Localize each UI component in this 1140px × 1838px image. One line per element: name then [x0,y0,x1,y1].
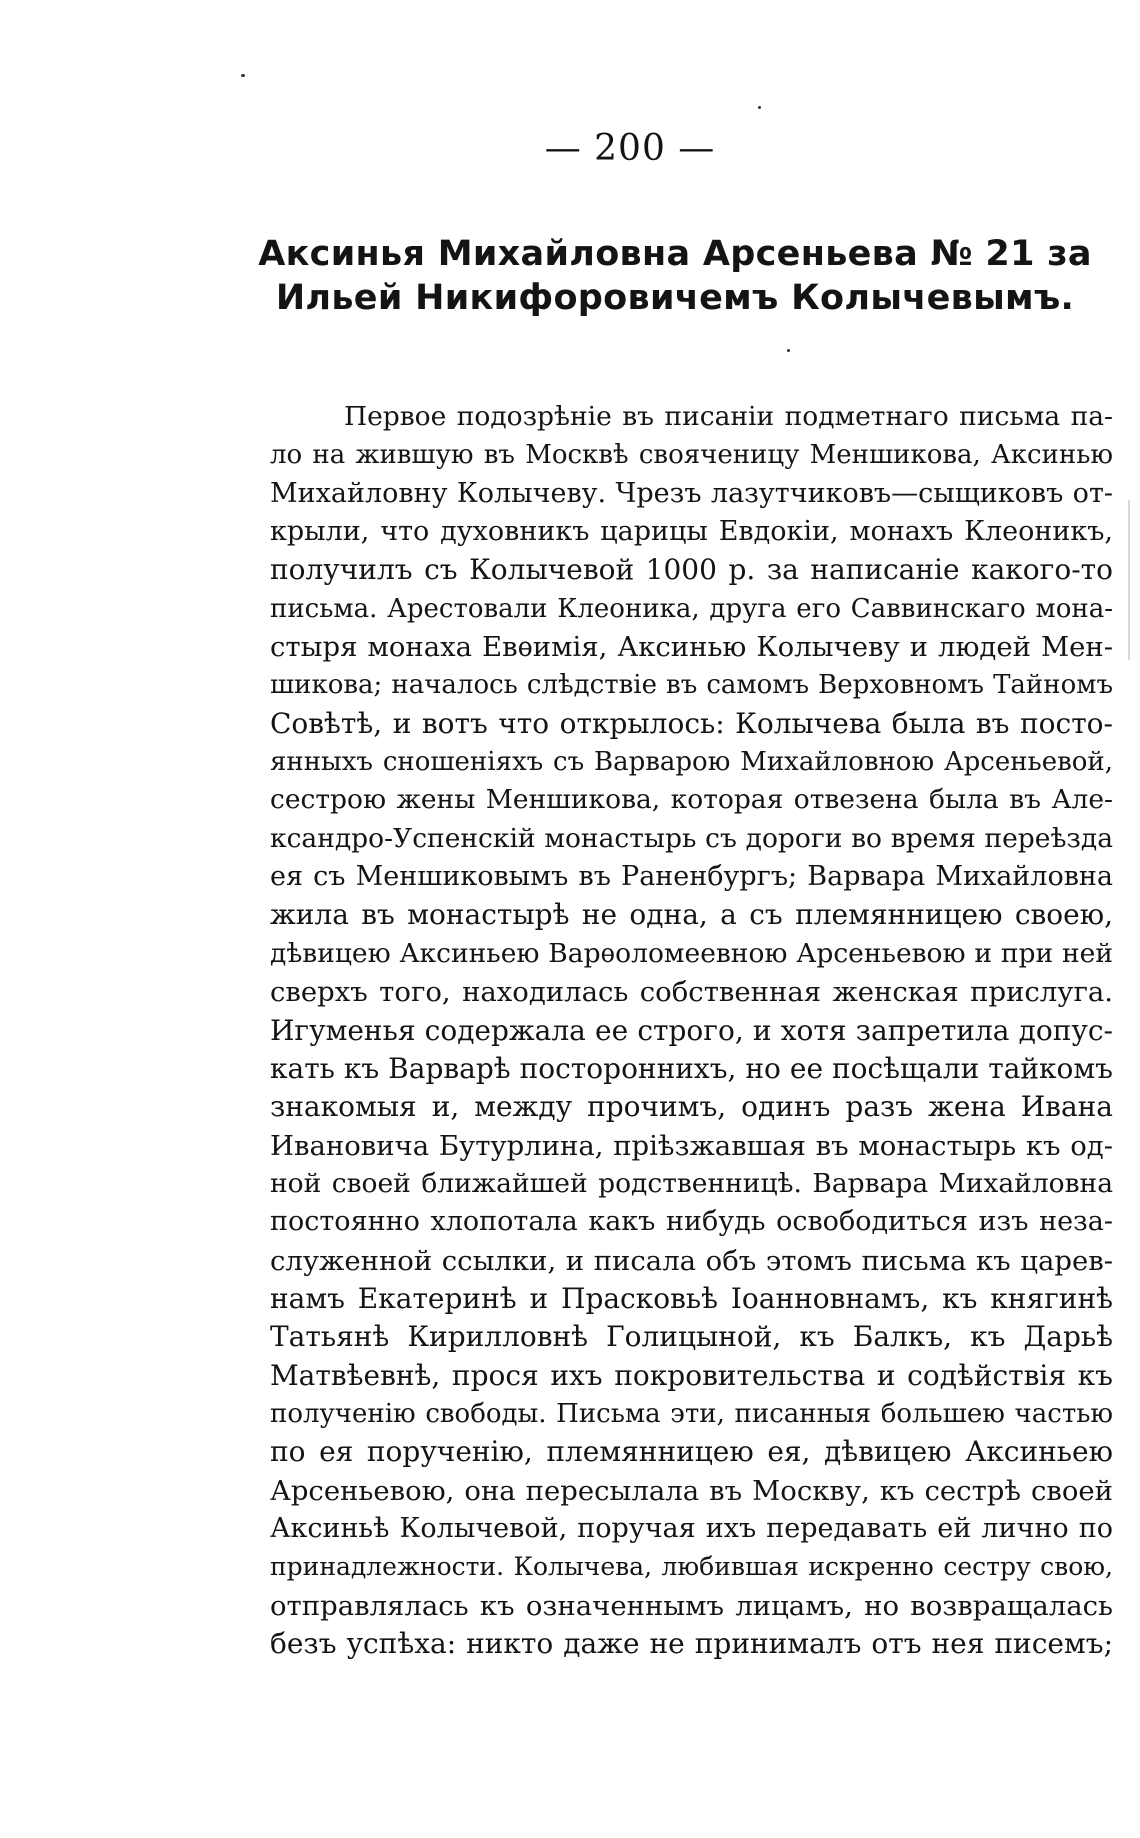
text-line: ксандро-Успенскій монастырь съ дороги во время переѣзда [270,822,1113,854]
ink-speck [241,74,245,77]
text-line: сверхъ того, находилась собственная женская прислуга. [270,976,1113,1009]
text-line: крыли, что духовникъ царицы Евдокіи, монахъ Клеоникъ, [270,516,1113,548]
text-line: Игуменья содержала ее строго, и хотя запретила допус- [270,1013,1113,1047]
chapter-title-line: Аксинья Михайловна Арсеньева № 21 за [258,234,1092,274]
chapter-title-line: Ильей Никифоровичемъ Колычевымъ. [275,278,1075,318]
chapter-title [250,232,1100,320]
text-line: жила въ монастырѣ не одна, а съ племянницею своею, [270,898,1113,932]
text-line: знакомыя и, между прочимъ, одинъ разъ жена Ивана [270,1090,1113,1124]
ink-speck [787,349,790,352]
text-line: письма. Арестовали Клеоника, друга его Саввинскаго мона- [270,593,1113,624]
text-line: Первое подозрѣніе въ писаніи подметнаго письма па- [344,401,1113,432]
text-line: по ея порученію, племянницею ея, дѣвицею Аксиньею [270,1435,1113,1469]
text-line: служенной ссылки, и писала объ этомъ письма къ царев- [270,1244,1113,1277]
text-line: принадлежности. Колычева, любившая искренно сестру свою, [270,1552,1113,1582]
ink-speck [758,106,761,109]
text-line: дѣвицею Аксиньею Варѳоломеевною Арсеньевою и при ней [270,937,1113,969]
text-line: кать къ Варварѣ постороннихъ, но ее посѣщали тайкомъ [270,1051,1113,1085]
text-line: ея съ Меншиковымъ въ Раненбургъ; Варвара Михайловна [270,861,1113,893]
text-line: отправлялась къ означеннымъ лицамъ, но возвращалась [270,1589,1113,1622]
text-line: Михайловну Колычеву. Чрезъ лазутчиковъ—сыщиковъ от- [270,477,1113,509]
text-line: Ивановича Бутурлина, пріѣзжавшая въ монастырь къ од- [270,1129,1113,1162]
text-line: Татьянѣ Кирилловнѣ Голицыной, къ Балкъ, къ Дарьѣ [270,1320,1113,1354]
text-line: Аксиньѣ Колычевой, поручая ихъ передавать ей лично по [270,1512,1113,1544]
text-line: ной своей ближайшей родственницѣ. Варвара Михайловна [270,1167,1113,1199]
text-line: янныхъ сношеніяхъ съ Варварою Михайловною Арсеньевой, [270,747,1113,778]
page-number: — 200 — [544,128,716,169]
body-text [270,398,1113,1663]
text-line: Арсеньевою, она пересылала въ Москву, къ сестрѣ своей [270,1474,1113,1507]
text-line: шикова; началось слѣдствіе въ самомъ Верховномъ Тайномъ [270,670,1113,701]
text-line: сестрою жены Меншикова, которая отвезена была въ Але- [270,784,1113,816]
text-line: полученію свободы. Письма эти, писанныя большею частью [270,1398,1113,1429]
text-line: постоянно хлопотала какъ нибудь освободиться изъ неза- [270,1206,1113,1238]
text-line: безъ успѣха: никто даже не принималъ отъ нея писемъ; [270,1627,1113,1660]
text-line: намъ Екатеринѣ и Прасковьѣ Іоанновнамъ, къ княгинѣ [270,1281,1113,1315]
text-line: ло на жившую въ Москвѣ свояченицу Меншикова, Аксинью [270,440,1113,471]
text-line: Совѣтѣ, и вотъ что открылось: Колычева была въ посто- [270,706,1113,740]
text-line: получилъ съ Колычевой 1000 р. за написаніе какого-то [270,553,1113,587]
text-line: стыря монаха Евѳимія, Аксинью Колычеву и людей Мен- [270,631,1113,664]
page-edge-shadow [1128,500,1130,660]
text-line: Матвѣевнѣ, прося ихъ покровительства и содѣйствія къ [270,1358,1113,1392]
